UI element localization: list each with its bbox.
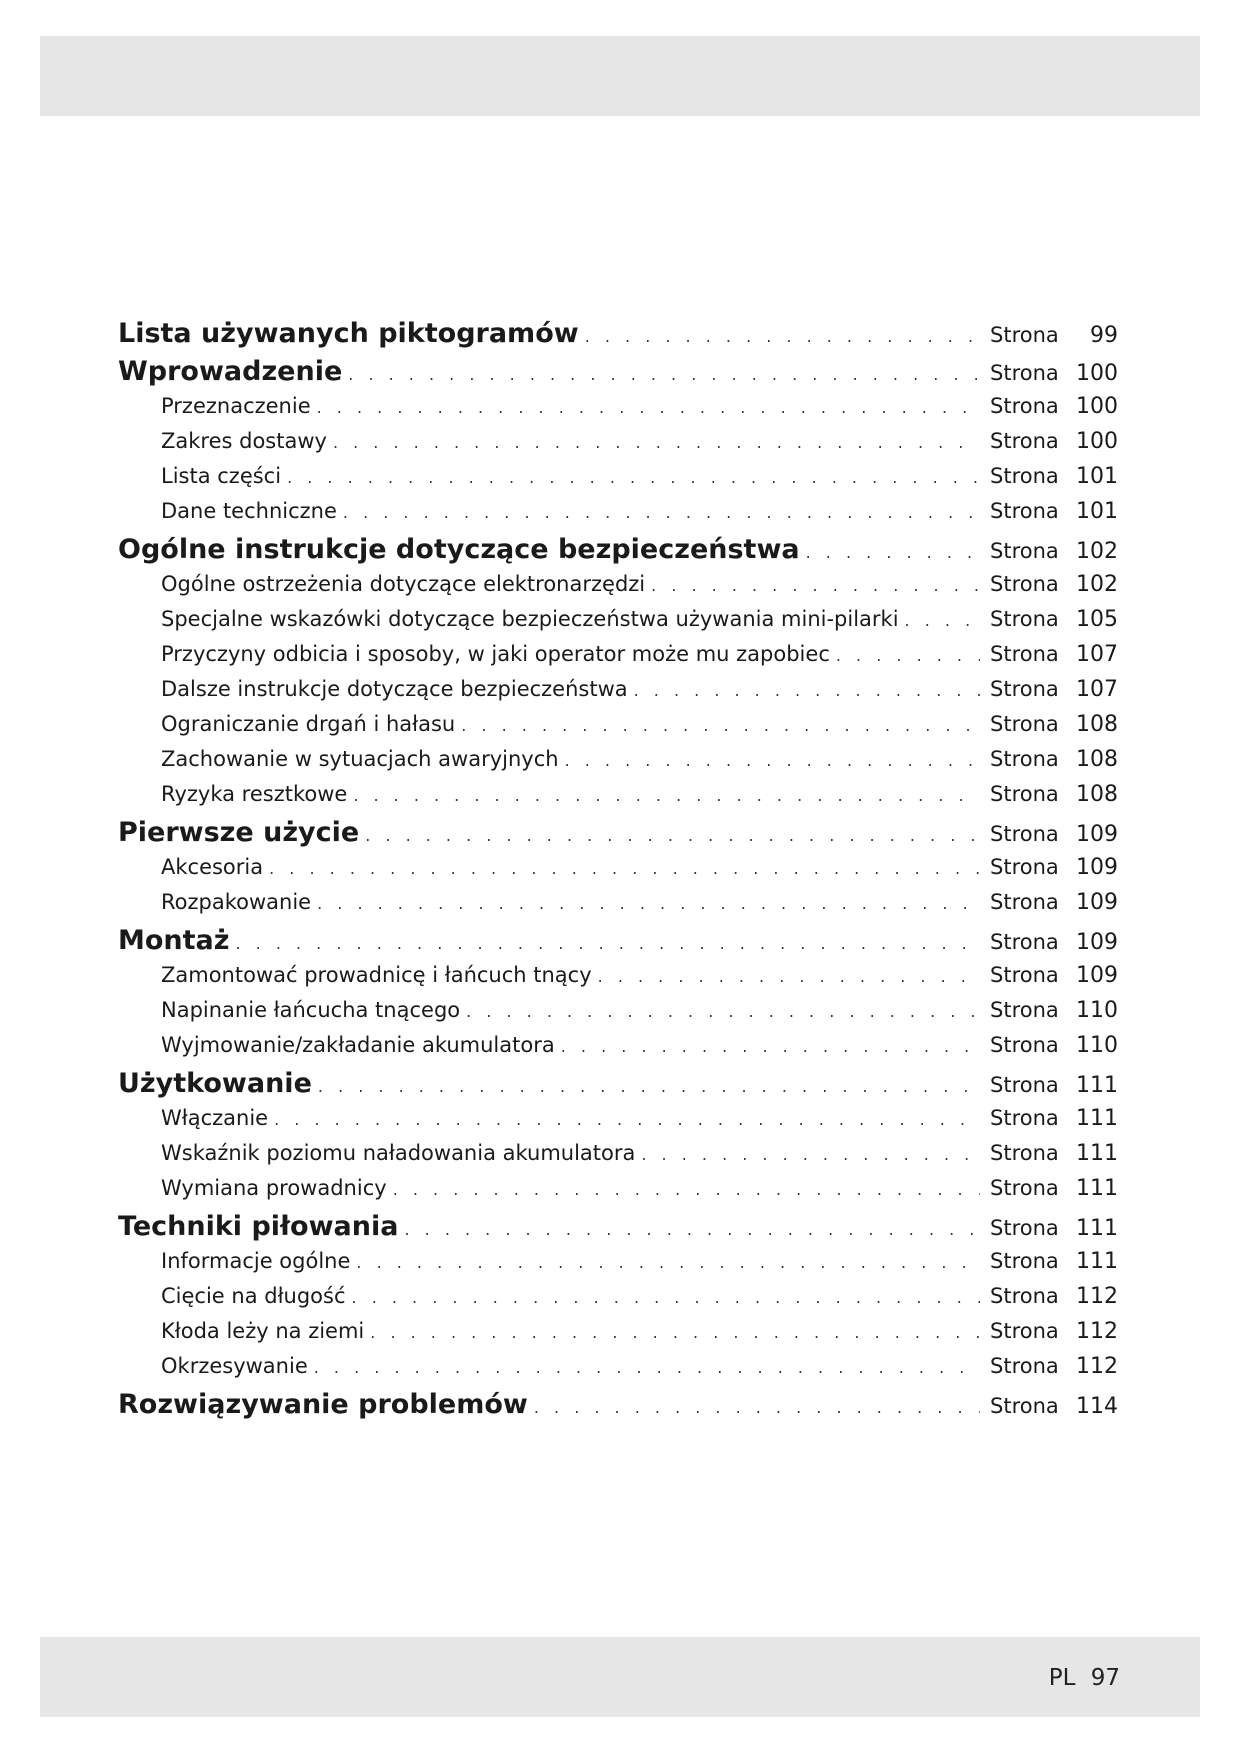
toc-section-entry[interactable] [118,572,1118,607]
toc-page-prefix: Strona [990,464,1059,488]
toc-section-entry[interactable] [118,464,1118,499]
toc-page-number: 111 [1076,1176,1118,1201]
dot-leader [836,646,980,665]
dot-leader [466,1002,980,1021]
toc-chapter-entry[interactable] [118,1211,1118,1249]
toc-page-prefix: Strona [990,1354,1059,1378]
toc-page-number: 105 [1076,607,1118,632]
dot-leader [235,934,980,953]
toc-entry-title: Lista używanych piktogramów [118,318,579,349]
toc-section-entry[interactable] [118,1284,1118,1319]
toc-page-number: 102 [1076,572,1118,597]
dot-leader [565,751,980,770]
toc-page-prefix: Strona [990,712,1059,736]
toc-page-number: 107 [1076,642,1118,667]
dot-leader [333,433,980,452]
toc-entry-title: Kłoda leży na ziemi [161,1319,365,1343]
toc-section-entry[interactable] [118,1249,1118,1284]
toc-section-entry[interactable] [118,963,1118,998]
header-band [40,36,1200,116]
dot-leader [352,1288,980,1307]
page-number-label [1041,1665,1120,1691]
toc-entry-title: Akcesoria [161,855,264,879]
dot-leader [343,503,980,522]
toc-section-entry[interactable] [118,499,1118,534]
toc-page-prefix: Strona [990,963,1059,987]
toc-page-number: 111 [1076,1141,1118,1166]
toc-page-number: 112 [1076,1319,1118,1344]
toc-page-number: 111 [1076,1216,1118,1241]
toc-section-entry[interactable] [118,642,1118,677]
toc-entry-title: Wyjmowanie/zakładanie akumulatora [161,1033,555,1057]
toc-page-prefix: Strona [990,1284,1059,1308]
toc-page-prefix: Strona [990,1141,1059,1165]
toc-page-prefix: Strona [990,1176,1059,1200]
toc-page-number: 114 [1076,1394,1118,1419]
toc-entry-title: Pierwsze użycie [118,817,360,848]
toc-page-number: 109 [1076,930,1118,955]
toc-entry-title: Zamontować prowadnicę i łańcuch tnący [161,963,592,987]
toc-section-entry[interactable] [118,607,1118,642]
toc-page-number: 100 [1076,429,1118,454]
toc-page-number: 109 [1076,963,1118,988]
toc-entry-title: Specjalne wskazówki dotyczące bezpieczeństwa używania mini-pilarki [161,607,899,631]
dot-leader [318,1077,980,1096]
toc-page-number: 108 [1076,782,1118,807]
toc-entry-title: Wymiana prowadnicy [161,1176,387,1200]
dot-leader [317,894,980,913]
toc-page-number: 100 [1076,361,1118,386]
toc-entry-title: Użytkowanie [118,1068,312,1099]
dot-leader [356,1253,980,1272]
toc-page-prefix: Strona [990,930,1059,954]
toc-section-entry[interactable] [118,890,1118,925]
toc-entry-title: Zachowanie w sytuacjach awaryjnych [161,747,559,771]
toc-page-number: 100 [1076,394,1118,419]
toc-entry-title: Informacje ogólne [161,1249,351,1273]
toc-page-prefix: Strona [990,394,1059,418]
toc-page-number: 110 [1076,998,1118,1023]
toc-section-entry[interactable] [118,782,1118,817]
toc-section-entry[interactable] [118,677,1118,712]
page-language: PL [1048,1665,1076,1691]
dot-leader [287,468,980,487]
toc-page-prefix: Strona [990,361,1059,385]
toc-section-entry[interactable] [118,429,1118,464]
dot-leader [561,1037,980,1056]
toc-section-entry[interactable] [118,747,1118,782]
toc-page-number: 108 [1076,712,1118,737]
toc-entry-title: Okrzesywanie [161,1354,308,1378]
dot-leader [905,611,980,630]
toc-entry-title: Ograniczanie drgań i hałasu [161,712,456,736]
toc-entry-title: Wskaźnik poziomu naładowania akumulatora [161,1141,636,1165]
dot-leader [370,1323,980,1342]
toc-chapter-entry[interactable] [118,925,1118,963]
toc-page-prefix: Strona [990,607,1059,631]
dot-leader [598,967,980,986]
dot-leader [317,398,980,417]
dot-leader [461,716,980,735]
toc-entry-title: Rozwiązywanie problemów [118,1389,528,1420]
toc-page-prefix: Strona [990,642,1059,666]
toc-section-entry[interactable] [118,1176,1118,1211]
footer-band [40,1637,1200,1717]
toc-section-entry[interactable] [118,1033,1118,1068]
toc-chapter-entry[interactable] [118,356,1118,394]
toc-page-prefix: Strona [990,539,1059,563]
toc-page-number: 102 [1076,539,1118,564]
toc-chapter-entry[interactable] [118,1068,1118,1106]
dot-leader [314,1358,980,1377]
dot-leader [806,543,980,562]
toc-chapter-entry[interactable] [118,817,1118,855]
toc-chapter-entry[interactable] [118,534,1118,572]
toc-entry-title: Włączanie [161,1106,269,1130]
toc-section-entry[interactable] [118,1319,1118,1354]
toc-page-prefix: Strona [990,855,1059,879]
toc-page-prefix: Strona [990,822,1059,846]
toc-page-prefix: Strona [990,499,1059,523]
toc-entry-title: Przeznaczenie [161,394,311,418]
toc-page-number: 109 [1076,822,1118,847]
toc-section-entry[interactable] [118,998,1118,1033]
toc-page-prefix: Strona [990,1394,1059,1418]
toc-entry-title: Dane techniczne [161,499,337,523]
dot-leader [641,1145,980,1164]
toc-section-entry[interactable] [118,1141,1118,1176]
dot-leader [274,1110,980,1129]
toc-page-number: 109 [1076,890,1118,915]
toc-page-prefix: Strona [990,1106,1059,1130]
toc-entry-title: Techniki piłowania [118,1211,399,1242]
toc-page-number: 101 [1076,464,1118,489]
toc-section-entry[interactable] [118,394,1118,429]
toc-page-number: 111 [1076,1249,1118,1274]
toc-chapter-entry[interactable] [118,318,1118,356]
toc-entry-title: Ryzyka resztkowe [161,782,348,806]
toc-page-prefix: Strona [990,782,1059,806]
toc-section-entry[interactable] [118,1354,1118,1389]
toc-entry-title: Ogólne ostrzeżenia dotyczące elektronarzędzi [161,572,646,596]
dot-leader [348,365,980,384]
page-number: 97 [1090,1665,1120,1691]
toc-entry-title: Rozpakowanie [161,890,312,914]
toc-page-prefix: Strona [990,323,1059,347]
toc-page-prefix: Strona [990,1073,1059,1097]
toc-entry-title: Przyczyny odbicia i sposoby, w jaki operator może mu zapobiec [161,642,830,666]
toc-page-number: 99 [1090,323,1118,348]
toc-entry-title: Dalsze instrukcje dotyczące bezpieczeństwa [161,677,628,701]
toc-page-number: 112 [1076,1354,1118,1379]
dot-leader [585,327,980,346]
toc-page-prefix: Strona [990,890,1059,914]
toc-page-number: 108 [1076,747,1118,772]
toc-page-prefix: Strona [990,1033,1059,1057]
dot-leader [404,1220,980,1239]
toc-page-number: 111 [1076,1106,1118,1131]
dot-leader [393,1180,980,1199]
toc-page-prefix: Strona [990,747,1059,771]
toc-entry-title: Napinanie łańcucha tnącego [161,998,461,1022]
toc-entry-title: Wprowadzenie [118,356,343,387]
dot-leader [534,1398,980,1417]
toc-page-prefix: Strona [990,1249,1059,1273]
dot-leader [634,681,980,700]
dot-leader [365,826,980,845]
toc-section-entry[interactable] [118,1106,1118,1141]
toc-section-entry[interactable] [118,712,1118,747]
toc-page-number: 101 [1076,499,1118,524]
toc-page-number: 109 [1076,855,1118,880]
toc-page-prefix: Strona [990,429,1059,453]
toc-entry-title: Ogólne instrukcje dotyczące bezpieczeństwa [118,534,800,565]
dot-leader [353,786,980,805]
dot-leader [651,576,980,595]
toc-entry-title: Lista części [161,464,282,488]
table-of-contents [118,318,1118,1427]
toc-page-prefix: Strona [990,998,1059,1022]
toc-page-prefix: Strona [990,1216,1059,1240]
toc-page-number: 112 [1076,1284,1118,1309]
toc-page-prefix: Strona [990,1319,1059,1343]
toc-page-prefix: Strona [990,572,1059,596]
dot-leader [269,859,980,878]
toc-entry-title: Montaż [118,925,230,956]
toc-page-prefix: Strona [990,677,1059,701]
toc-entry-title: Cięcie na długość [161,1284,346,1308]
toc-page-number: 110 [1076,1033,1118,1058]
toc-section-entry[interactable] [118,855,1118,890]
toc-entry-title: Zakres dostawy [161,429,327,453]
toc-page-number: 111 [1076,1073,1118,1098]
toc-chapter-entry[interactable] [118,1389,1118,1427]
toc-page-number: 107 [1076,677,1118,702]
